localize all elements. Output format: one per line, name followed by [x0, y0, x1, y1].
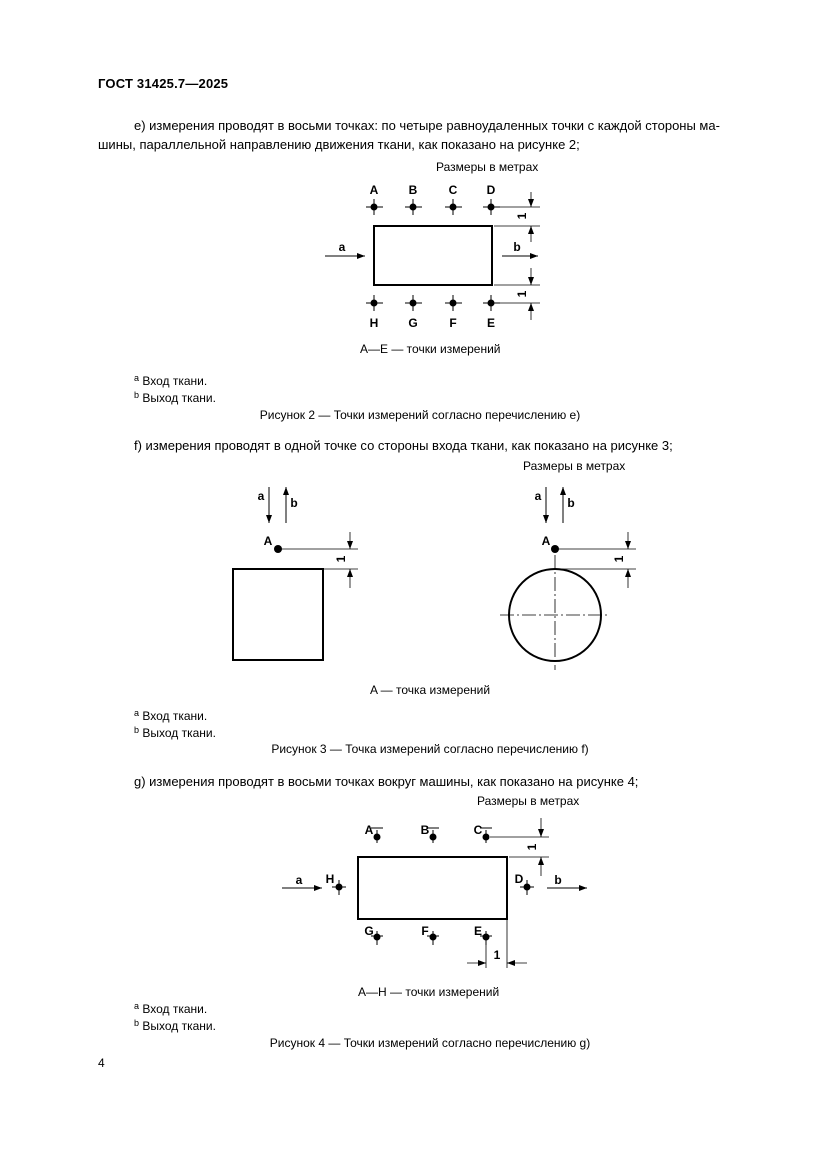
fig3-left-dim-label: 1 — [334, 555, 348, 563]
fig2-inlet-label: a — [338, 240, 346, 254]
fig4-label-D: D — [514, 872, 524, 886]
measurement-point-G — [405, 295, 422, 311]
fig2-label-G: G — [408, 316, 418, 330]
fig3-footnote-a-mark: a — [134, 708, 140, 718]
fig3-caption: Рисунок 3 — Точка измерений согласно перечислению f) — [271, 742, 589, 756]
fig3-footnote-a-text: Вход ткани. — [142, 709, 208, 723]
fig4-label-A: A — [364, 823, 374, 837]
fig2-footnote-a-mark: a — [134, 373, 140, 383]
fig3-right-label-A: A — [541, 534, 551, 548]
fig3-right-outlet-label: b — [567, 496, 575, 510]
fig3-square-machine — [233, 569, 323, 660]
fig2-label-F: F — [449, 316, 457, 330]
fig4-dim-label-vertical: 1 — [525, 843, 539, 851]
fig2-dimension-top — [494, 192, 540, 242]
fig4-label-G: G — [364, 924, 374, 938]
fig2-top-points — [366, 199, 500, 215]
fig3-right-dim-label: 1 — [612, 555, 626, 563]
fig2-dim-label-bottom: 1 — [515, 290, 529, 298]
fig2-label-C: C — [448, 183, 458, 197]
fig3-dims-note: Размеры в метрах — [523, 459, 626, 473]
fig2-legend: A—E — точки измерений — [360, 342, 501, 356]
fig3-left-outlet-label: b — [290, 496, 298, 510]
fig2-dim-label-top: 1 — [515, 212, 529, 220]
figure-4 — [282, 818, 587, 968]
figure-2 — [325, 183, 540, 330]
fig3-left-inlet-label: a — [257, 489, 265, 503]
fig3-right-inlet-label: a — [534, 489, 542, 503]
fig2-label-E: E — [486, 316, 496, 330]
fig2-dims-note: Размеры в метрах — [436, 160, 539, 174]
figure-3 — [233, 487, 636, 670]
item-f-line-1: f) измерения проводят в одной точке со стороны входа ткани, как показано на рисунке 3; — [134, 438, 673, 453]
fig3-legend: A — точка измерений — [370, 683, 491, 697]
fig4-outlet-label: b — [554, 873, 562, 887]
fig2-label-D: D — [486, 183, 496, 197]
fig3-footnote-a — [134, 708, 207, 723]
fig4-footnote-a — [134, 1001, 207, 1016]
fig4-label-F: F — [421, 924, 429, 938]
fig2-label-H: H — [369, 316, 379, 330]
fig4-caption: Рисунок 4 — Точки измерений согласно перечислению g) — [269, 1036, 591, 1050]
measurement-point-B — [405, 199, 422, 215]
fig3-footnote-b — [134, 725, 216, 740]
fig4-machine-rect — [358, 857, 507, 919]
fig4-footnote-b-text: Выход ткани. — [142, 1019, 216, 1033]
fig2-outlet-label: b — [513, 240, 521, 254]
fig2-dimension-bottom — [494, 268, 540, 320]
document-header: ГОСТ 31425.7—2025 — [98, 76, 229, 91]
fig2-footnote-b-text: Выход ткани. — [142, 391, 216, 405]
fig4-footnote-a-text: Вход ткани. — [142, 1002, 208, 1016]
fig2-footnote-b-mark: b — [134, 390, 140, 400]
measurement-point-A — [366, 199, 383, 215]
measurement-point-F — [427, 931, 439, 945]
measurement-point-F — [445, 295, 462, 311]
fig4-dim-label-horizontal: 1 — [493, 948, 501, 962]
measurement-point-H — [366, 295, 383, 311]
fig4-footnote-a-mark: a — [134, 1001, 140, 1011]
fig4-label-C: C — [473, 823, 483, 837]
item-e-line-2: шины, параллельной направлению движения ткани, как показано на рисунке 2; — [98, 137, 580, 152]
fig2-machine-rect — [374, 226, 492, 285]
fig2-footnote-a — [134, 373, 207, 388]
fig2-footnote-a-text: Вход ткани. — [142, 374, 208, 388]
item-g-line-1: g) измерения проводят в восьми точках вокруг машины, как показано на рисунке 4; — [134, 774, 639, 789]
fig3-footnote-b-mark: b — [134, 725, 140, 735]
page-number: 4 — [98, 1056, 105, 1070]
fig4-inlet-label: a — [295, 873, 303, 887]
measurement-point-C — [445, 199, 462, 215]
fig3-footnote-b-text: Выход ткани. — [142, 726, 216, 740]
fig2-footnote-b — [134, 390, 216, 405]
fig4-footnote-b — [134, 1018, 216, 1033]
item-e-line-1: е) измерения проводят в восьми точках: по четыре равноудаленных точки с каждой стороны ма- — [134, 118, 720, 133]
fig2-label-A: A — [369, 183, 379, 197]
fig3-left-label-A: A — [263, 534, 273, 548]
fig4-label-H: H — [325, 872, 335, 886]
fig2-caption: Рисунок 2 — Точки измерений согласно перечислению е) — [259, 408, 581, 422]
fig2-label-B: B — [408, 183, 418, 197]
fig2-bottom-points — [366, 295, 500, 311]
fig4-label-B: B — [420, 823, 430, 837]
fig4-dims-note: Размеры в метрах — [477, 794, 580, 808]
fig4-footnote-b-mark: b — [134, 1018, 140, 1028]
fig4-label-E: E — [473, 924, 483, 938]
fig4-legend: A—H — точки измерений — [358, 985, 500, 999]
